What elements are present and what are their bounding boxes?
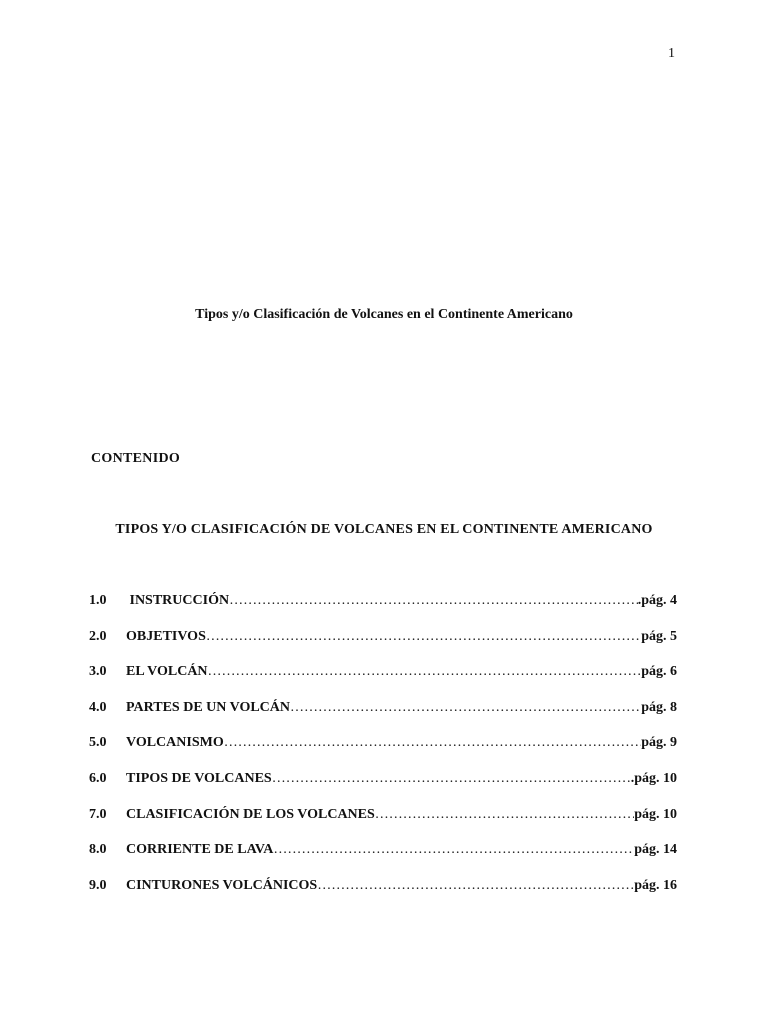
toc-entry-number: 5.0 [89, 735, 107, 751]
toc-dot-leader [206, 629, 641, 645]
table-of-contents [89, 593, 677, 913]
toc-entry-page: pág. 5 [641, 628, 677, 644]
toc-entry-number: 8.0 [89, 842, 107, 858]
toc-entry-page: pág. 6 [641, 664, 677, 680]
toc-dot-leader [317, 878, 634, 894]
toc-entry-label: TIPOS DE VOLCANES [126, 770, 272, 786]
toc-entry-number: 3.0 [89, 664, 107, 680]
toc-entry-label: EL VOLCÁN [126, 664, 208, 680]
toc-entry-volcanism [89, 735, 677, 771]
toc-entry-volcano-types [89, 771, 677, 807]
toc-entry-page: pág. 8 [641, 699, 677, 715]
toc-entry-label: PARTES DE UN VOLCÁN [126, 699, 291, 715]
toc-entry-label: CINTURONES VOLCÁNICOS [126, 877, 318, 893]
toc-entry-page: .pág. 4 [637, 593, 677, 608]
toc-entry-label: CLASIFICACIÓN DE LOS VOLCANES [126, 806, 375, 822]
toc-entry-number: 2.0 [89, 628, 107, 644]
toc-entry-number: 4.0 [89, 699, 107, 715]
toc-entry-label: CORRIENTE DE LAVA [126, 842, 274, 858]
toc-entry-page: pág. 14 [634, 842, 677, 858]
toc-entry-label: OBJETIVOS [126, 628, 206, 644]
toc-entry-lava-flow [89, 842, 677, 878]
toc-dot-leader [229, 593, 638, 609]
toc-entry-page: pág. 10 [634, 806, 677, 822]
page-number: 1 [668, 46, 675, 61]
toc-entry-page: pág. 16 [634, 877, 677, 893]
toc-entry-page: .pág. 10 [630, 770, 677, 786]
toc-entry-number: 7.0 [89, 806, 107, 822]
toc-dot-leader [375, 807, 634, 823]
toc-dot-leader [208, 664, 642, 680]
toc-entry-label: VOLCANISMO [126, 735, 224, 751]
toc-entry-the-volcano [89, 664, 677, 700]
toc-entry-number: 1.0 [89, 593, 107, 608]
toc-dot-leader [273, 842, 634, 858]
toc-entry-introduction [89, 593, 677, 629]
toc-entry-volcanic-belts [89, 878, 677, 914]
toc-dot-leader [224, 735, 641, 751]
toc-entry-number: 6.0 [89, 770, 107, 786]
toc-entry-label: INSTRUCCIÓN [126, 593, 230, 608]
toc-dot-leader [272, 771, 631, 787]
toc-dot-leader [290, 700, 641, 716]
toc-entry-objectives [89, 629, 677, 665]
toc-entry-volcano-classification [89, 807, 677, 843]
toc-entry-volcano-parts [89, 700, 677, 736]
contents-heading: CONTENIDO [91, 451, 181, 466]
toc-entry-number: 9.0 [89, 877, 107, 893]
document-title: Tipos y/o Clasificación de Volcanes en el Continente Americano [195, 307, 573, 322]
contents-subtitle: TIPOS Y/O CLASIFICACIÓN DE VOLCANES EN EL CONTINENTE AMERICANO [115, 522, 653, 537]
toc-entry-page: pág. 9 [641, 735, 677, 751]
